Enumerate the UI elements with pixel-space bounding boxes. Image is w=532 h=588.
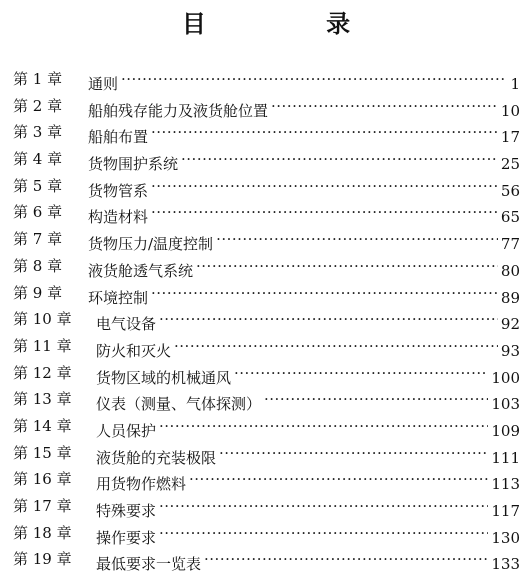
toc-entry[interactable] bbox=[0, 199, 532, 226]
dot-leader bbox=[159, 523, 488, 543]
chapter-title: 货物管系 bbox=[88, 181, 149, 200]
page-number: 117 bbox=[491, 502, 520, 520]
dot-leader bbox=[196, 256, 498, 276]
page-number: 103 bbox=[491, 395, 520, 414]
chapter-number: 第 18 章 bbox=[13, 523, 72, 542]
page-number: 109 bbox=[491, 421, 520, 440]
chapter-number: 第 12 章 bbox=[13, 363, 72, 382]
toc-entry[interactable] bbox=[0, 386, 532, 413]
chapter-title: 通则 bbox=[88, 75, 119, 93]
chapter-number: 第 15 章 bbox=[13, 443, 72, 462]
toc-entry[interactable] bbox=[0, 146, 532, 173]
dot-leader bbox=[121, 69, 507, 89]
toc-entry[interactable] bbox=[0, 466, 532, 493]
chapter-number: 第 19 章 bbox=[13, 550, 72, 569]
dot-leader bbox=[234, 363, 488, 383]
chapter-title: 船舶残存能力及液货舱位置 bbox=[88, 101, 269, 120]
dot-leader bbox=[216, 229, 498, 249]
dot-leader bbox=[151, 122, 498, 142]
toc-entry[interactable] bbox=[0, 280, 532, 307]
chapter-title: 船舶布置 bbox=[88, 128, 149, 147]
chapter-number: 第 1 章 bbox=[13, 70, 63, 88]
chapter-title: 液货舱的充装极限 bbox=[96, 448, 217, 467]
toc-entry[interactable] bbox=[0, 173, 532, 200]
chapter-title: 操作要求 bbox=[96, 528, 157, 547]
page-title: 目 录 bbox=[181, 10, 407, 38]
chapter-number: 第 6 章 bbox=[13, 203, 63, 222]
chapter-title: 环境控制 bbox=[88, 288, 149, 307]
page-number: 56 bbox=[500, 181, 520, 200]
chapter-title: 构造材料 bbox=[88, 208, 149, 227]
page-number: 92 bbox=[500, 315, 520, 334]
chapter-number: 第 13 章 bbox=[13, 390, 72, 409]
chapter-number: 第 17 章 bbox=[13, 497, 72, 515]
chapter-title: 货物压力/温度控制 bbox=[88, 235, 214, 254]
toc-entry[interactable] bbox=[0, 413, 532, 440]
table-of-contents bbox=[0, 66, 532, 573]
toc-entry[interactable] bbox=[0, 333, 532, 360]
chapter-number: 第 14 章 bbox=[13, 416, 72, 435]
page-number: 93 bbox=[500, 341, 520, 360]
chapter-number: 第 3 章 bbox=[13, 123, 63, 142]
toc-entry[interactable] bbox=[0, 493, 532, 520]
page-number: 80 bbox=[500, 261, 520, 280]
dot-leader bbox=[181, 149, 498, 169]
chapter-number: 第 11 章 bbox=[13, 336, 72, 355]
page-number: 113 bbox=[491, 475, 520, 494]
page-number: 89 bbox=[500, 288, 520, 307]
page-number: 17 bbox=[500, 128, 520, 147]
page-number: 130 bbox=[491, 528, 520, 547]
toc-entry[interactable] bbox=[0, 360, 532, 387]
page-number: 10 bbox=[500, 101, 520, 120]
page-number: 1 bbox=[510, 75, 520, 93]
dot-leader bbox=[204, 549, 488, 569]
toc-entry[interactable] bbox=[0, 520, 532, 547]
toc-entry[interactable] bbox=[0, 119, 532, 146]
toc-entry[interactable] bbox=[0, 546, 532, 573]
dot-leader bbox=[151, 202, 498, 222]
chapter-number: 第 5 章 bbox=[13, 176, 63, 195]
page-number: 133 bbox=[491, 555, 520, 574]
chapter-title: 货物区域的机械通风 bbox=[96, 368, 232, 387]
chapter-title: 仪表（测量、气体探测） bbox=[96, 395, 262, 414]
chapter-number: 第 7 章 bbox=[13, 230, 63, 249]
dot-leader bbox=[151, 283, 498, 303]
toc-entry[interactable] bbox=[0, 440, 532, 467]
page-number: 25 bbox=[500, 155, 520, 174]
chapter-number: 第 16 章 bbox=[13, 470, 72, 489]
page-number: 65 bbox=[500, 208, 520, 227]
toc-entry[interactable] bbox=[0, 253, 532, 280]
dot-leader bbox=[219, 443, 488, 463]
chapter-number: 第 2 章 bbox=[13, 96, 63, 115]
chapter-title: 特殊要求 bbox=[96, 502, 157, 520]
chapter-title: 货物围护系统 bbox=[88, 155, 179, 174]
chapter-title: 防火和灭火 bbox=[96, 341, 172, 360]
toc-entry[interactable] bbox=[0, 66, 532, 93]
page-number: 77 bbox=[500, 235, 520, 254]
chapter-number: 第 8 章 bbox=[13, 256, 63, 275]
chapter-title: 用货物作燃料 bbox=[96, 475, 187, 494]
dot-leader bbox=[159, 496, 488, 516]
page-number: 111 bbox=[491, 448, 520, 467]
page-number: 100 bbox=[491, 368, 520, 387]
toc-entry[interactable] bbox=[0, 93, 532, 120]
chapter-title: 人员保护 bbox=[96, 421, 157, 440]
dot-leader bbox=[174, 336, 498, 356]
dot-leader bbox=[264, 389, 488, 409]
dot-leader bbox=[159, 309, 498, 329]
chapter-number: 第 10 章 bbox=[13, 310, 72, 329]
dot-leader bbox=[189, 469, 488, 489]
dot-leader bbox=[271, 96, 498, 116]
toc-entry[interactable] bbox=[0, 306, 532, 333]
chapter-title: 最低要求一览表 bbox=[96, 555, 202, 574]
toc-entry[interactable] bbox=[0, 226, 532, 253]
dot-leader bbox=[159, 416, 488, 436]
chapter-number: 第 9 章 bbox=[13, 283, 63, 302]
chapter-number: 第 4 章 bbox=[13, 150, 63, 169]
dot-leader bbox=[151, 176, 498, 196]
chapter-title: 液货舱透气系统 bbox=[88, 261, 194, 280]
chapter-title: 电气设备 bbox=[96, 315, 157, 334]
